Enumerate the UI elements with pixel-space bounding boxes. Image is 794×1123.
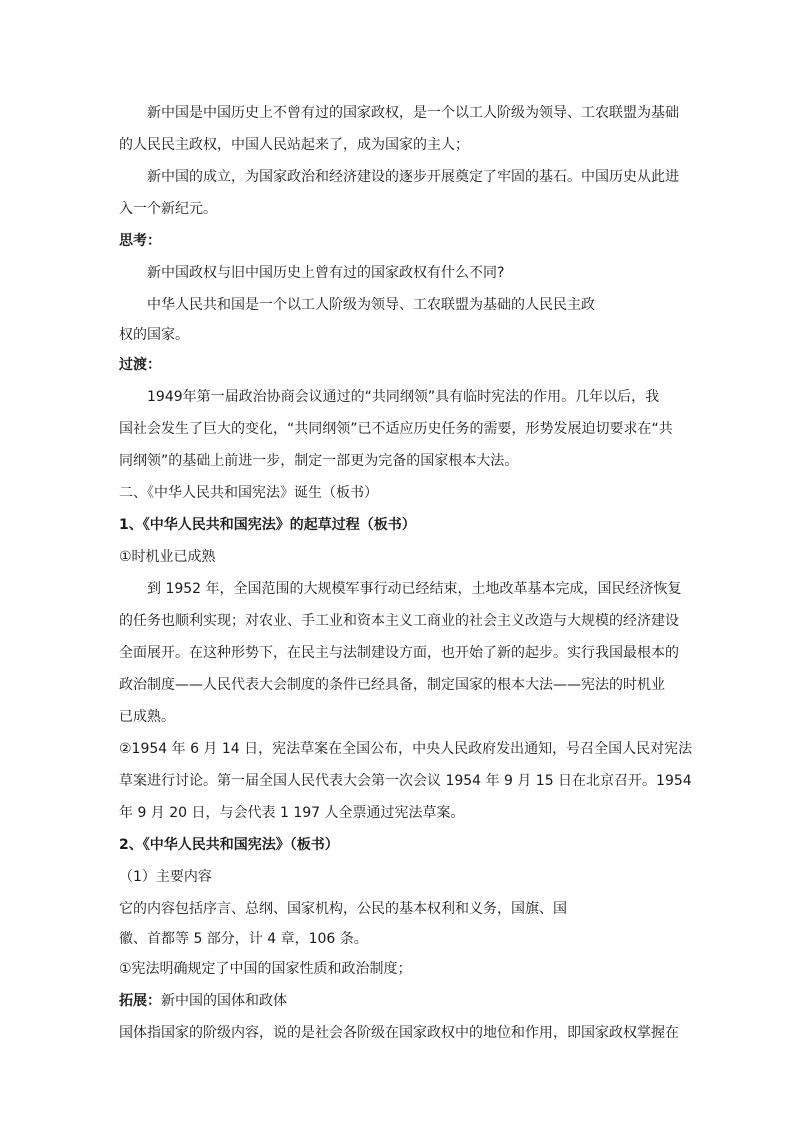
paragraph-line: 政治制度——人民代表大会制度的条件已经具备，制定国家的根本大法——宪法的时机业 <box>119 677 665 693</box>
section-label-transition: 过渡： <box>119 357 161 373</box>
paragraph-line: 新中国政权与旧中国历史上曾有过的国家政权有什么不同? <box>147 265 505 281</box>
paragraph-line: 它的内容包括序言、总纲、国家机构，公民的基本权利和义务，国旗、国 <box>119 901 567 917</box>
list-item: （1）主要内容 <box>119 869 212 885</box>
paragraph-line: 1949年第一届政治协商会议通过的“共同纲领”具有临时宪法的作用。几年以后，我 <box>147 389 660 405</box>
paragraph-line: 权的国家。 <box>119 327 189 343</box>
paragraph-line: 新中国的成立，为国家政治和经济建设的逐步开展奠定了牢固的基石。中国历史从此进 <box>147 169 679 185</box>
paragraph-line: 全面展开。在这种形势下，在民主与法制建设方面，也开始了新的起步。实行我国最根本的 <box>119 645 679 661</box>
paragraph-line: 中华人民共和国是一个以工人阶级为领导、工农联盟为基础的人民民主政 <box>147 297 595 313</box>
section-label-thinking: 思考： <box>119 233 161 249</box>
paragraph-line: 同纲领”的基础上前进一步，制定一部更为完备的国家根本大法。 <box>119 453 519 469</box>
paragraph-line: 到 1952 年，全国范围的大规模军事行动已经结束，土地改革基本完成，国民经济恢复 <box>147 581 682 597</box>
extension-text: 新中国的国体和政体 <box>161 993 287 1009</box>
paragraph-line: 徽、首都等 5 部分，计 4 章，106 条。 <box>119 931 368 947</box>
paragraph-line: 的人民民主政权，中国人民站起来了，成为国家的主人； <box>119 137 469 153</box>
paragraph-line: 新中国是中国历史上不曾有过的国家政权，是一个以工人阶级为领导、工农联盟为基础 <box>147 105 679 121</box>
paragraph-line: 国社会发生了巨大的变化，“共同纲领”已不适应历史任务的需要，形势发展迫切要求在“共 <box>119 421 673 437</box>
list-item: ②1954 年 6 月 14 日，宪法草案在全国公布，中央人民政府发出通知，号召全国人民对宪法 <box>119 741 693 757</box>
paragraph-line: 已成熟。 <box>119 709 175 725</box>
paragraph-line: 的任务也顺利实现；对农业、手工业和资本主义工商业的社会主义改造与大规模的经济建设 <box>119 613 679 629</box>
extension-line <box>119 992 679 1010</box>
subsection-heading: 1、《中华人民共和国宪法》的起草过程（板书） <box>119 517 416 533</box>
paragraph-line: 年 9 月 20 日，与会代表 1 197 人全票通过宪法草案。 <box>119 805 465 821</box>
list-item: ①时机业已成熟 <box>119 549 216 565</box>
subsection-heading: 2、《中华人民共和国宪法》（板书） <box>119 837 339 853</box>
paragraph-line: 国体指国家的阶级内容，说的是社会各阶级在国家政权中的地位和作用，即国家政权掌握在 <box>119 1025 679 1041</box>
paragraph-line: 入一个新纪元。 <box>119 201 217 217</box>
paragraph-line: 草案进行讨论。第一届全国人民代表大会第一次会议 1954 年 9 月 15 日在北京召开。1954 <box>119 773 692 789</box>
section-heading: 二、《中华人民共和国宪法》诞生（板书） <box>119 485 378 501</box>
extension-label: 拓展： <box>119 993 161 1009</box>
list-item: ①宪法明确规定了中国的国家性质和政治制度； <box>119 961 412 977</box>
